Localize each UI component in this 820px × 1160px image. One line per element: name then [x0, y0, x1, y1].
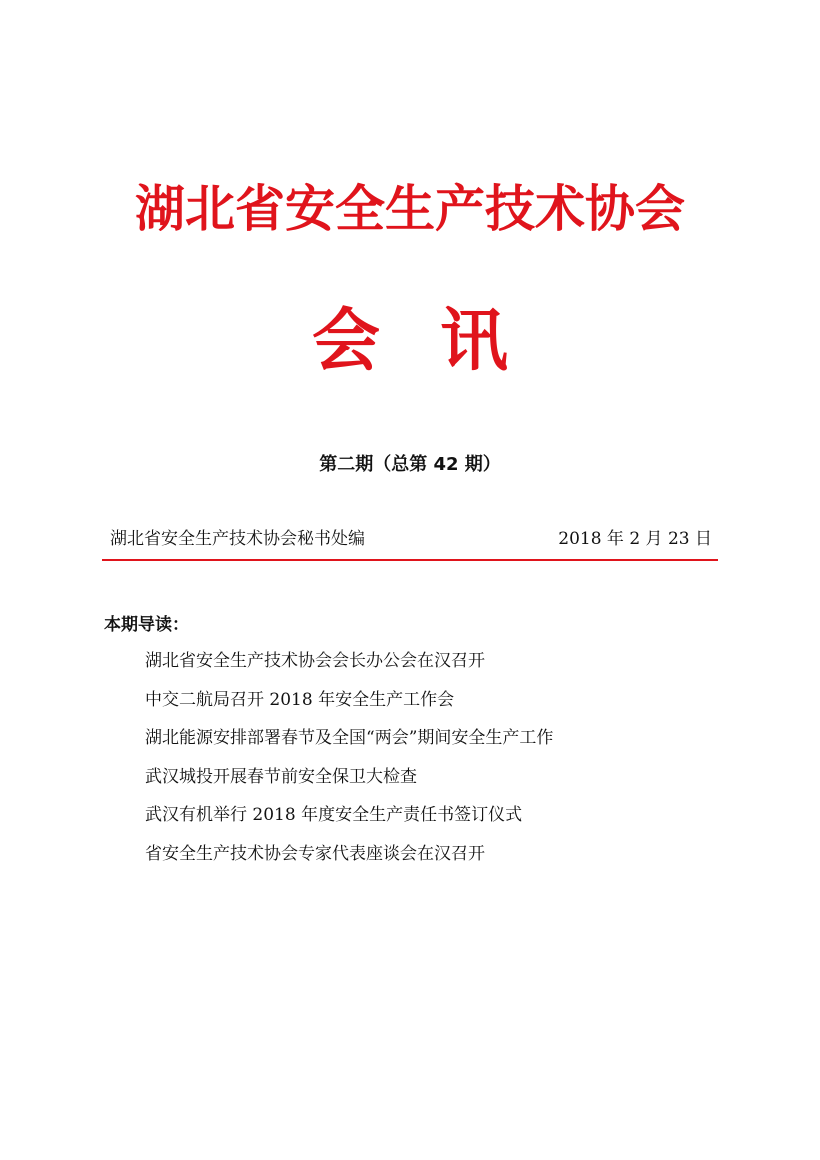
publication-date: 2018 年 2 月 23 日 — [558, 529, 712, 549]
issue-number: 第二期（总第 42 期） — [319, 454, 501, 475]
toc-heading: 本期导读： — [104, 615, 189, 635]
toc-item: 湖北省安全生产技术协会会长办公会在汉召开 — [145, 651, 485, 671]
toc-list — [145, 648, 553, 880]
organization-title: 湖北省安全生产技术协会 — [135, 179, 685, 238]
toc-item: 湖北能源安排部署春节及全国“两会”期间安全生产工作 — [145, 728, 554, 749]
toc-item: 省安全生产技术协会专家代表座谈会在汉召开 — [145, 843, 485, 864]
editor-line: 湖北省安全生产技术协会秘书处编 — [110, 529, 365, 549]
toc-item: 武汉有机举行 2018 年度安全生产责任书签订仪式 — [145, 805, 523, 826]
publication-title: 会讯 — [311, 302, 568, 381]
toc-item: 武汉城投开展春节前安全保卫大检查 — [145, 766, 417, 787]
red-divider-rule — [102, 559, 718, 561]
toc-item: 中交二航局召开 2018 年安全生产工作会 — [145, 689, 455, 710]
